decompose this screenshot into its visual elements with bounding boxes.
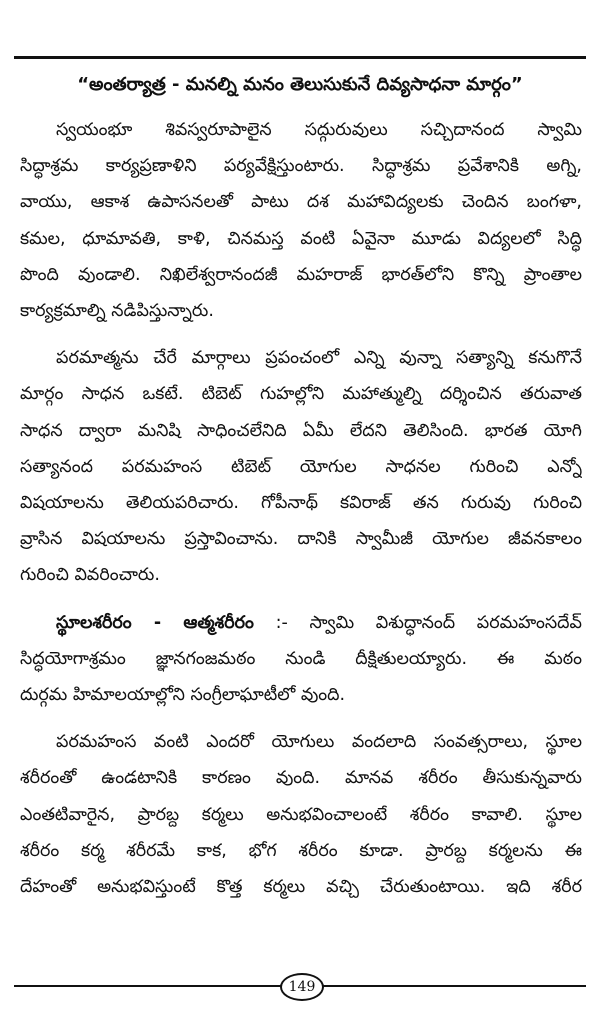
text-line: స్వయంభూ శివస్వరూపాలైన సద్గురువులు సచ్చిదానంద స్వామి: [56, 120, 582, 140]
paragraph-2: [20, 340, 582, 593]
text-line: వాయు, ఆకాశ ఉపాసనలతో పాటు దశ మహావిద్యలకు చెందిన బంగళా,: [20, 192, 582, 213]
paragraph-1: [20, 112, 582, 329]
text-line: పొంది వుండాలి. నిఖిలేశ్వరానందజీ మహరాజ్ భారత్‌లోని కొన్ని ప్రాంతాల: [20, 264, 582, 285]
page-number: 149: [280, 973, 324, 1001]
text-line: సత్యానంద పరమహంస టిబెట్ యోగుల సాధనల గురించి ఎన్నో: [20, 456, 582, 477]
text-line: దుర్గమ హిమాలయాల్లోని సంగ్రీలాఘాటీలో వుంది.: [20, 685, 346, 706]
top-rule: [14, 56, 586, 59]
section-heading: స్థూలశరీరం - ఆత్మశరీరం: [56, 612, 254, 633]
paragraph-3: [20, 605, 582, 714]
text-line-rest: :- స్వామి విశుద్ధానంద్ పరమహంసదేవ్: [275, 612, 582, 633]
text-line: మార్గం సాధన ఒకటే. టిబెట్ గుహల్లోని మహాత్ముల్ని దర్శించిన తరువాత: [20, 384, 582, 405]
page-body: [20, 112, 582, 916]
text-line: శరీరం కర్మ శరీరమే కాక, భోగ శరీరం కూడా. ప్రారబ్ద కర్మలను ఈ: [20, 840, 582, 861]
chapter-title: “అంతర్యాత్ర - మనల్ని మనం తెలుసుకునే దివ్యసాధనా మార్గం”: [77, 74, 523, 95]
text-line: ఎంతటివారైన, ప్రారబ్ద కర్మలు అనుభవించాలంటే శరీరం కావాలి. స్థూల: [20, 804, 582, 825]
text-line: సిద్ధయోగాశ్రమం జ్ఞానగంజమఠం నుండి దీక్షితులయ్యారు. ఈ మఠం: [20, 648, 582, 669]
text-line: గురించి వివరించారు.: [20, 565, 160, 586]
text-line: సాధన ద్వారా మనిషి సాధించలేనిది ఏమీ లేదని తెలిసింది. భారత యోగి: [20, 420, 582, 441]
text-line: కమల, ధూమావతి, కాళి, చినమస్త వంటి ఏవైనా మూడు విద్యలలో సిద్ధి: [20, 228, 582, 249]
text-line: దేహంతో అనుభవిస్తుంటే కొత్త కర్మలు వచ్చి చేరుతుంటాయి. ఇది శరీర: [20, 877, 582, 898]
text-line: కార్యక్రమాల్ని నడిపిస్తున్నారు.: [20, 301, 214, 322]
text-line: శరీరంతో ఉండటానికి కారణం వుంది. మానవ శరీరం తీసుకున్నవారు: [20, 768, 582, 789]
text-line: పరమాత్మను చేరే మార్గాలు ప్రపంచంలో ఎన్ని వున్నా సత్యాన్ని కనుగొనే: [56, 348, 582, 369]
text-line: సిద్ధాశ్రమ కార్యప్రణాళిని పర్యవేక్షిస్తుంటారు. సిద్ధాశ్రమ ప్రవేశానికి అగ్ని,: [20, 156, 582, 177]
text-line: పరమహంస వంటి ఎందరో యోగులు వందలాది సంవత్సరాలు, స్థూల: [56, 732, 582, 753]
text-line: [20, 605, 582, 641]
text-line: వ్రాసిన విషయాలను ప్రస్తావించాను. దానికి స్వామీజీ యోగుల జీవనకాలం: [20, 529, 582, 550]
paragraph-4: [20, 724, 582, 905]
text-line: విషయాలను తెలియపరిచారు. గోపీనాథ్ కవిరాజ్ తన గురువు గురించి: [20, 493, 582, 514]
